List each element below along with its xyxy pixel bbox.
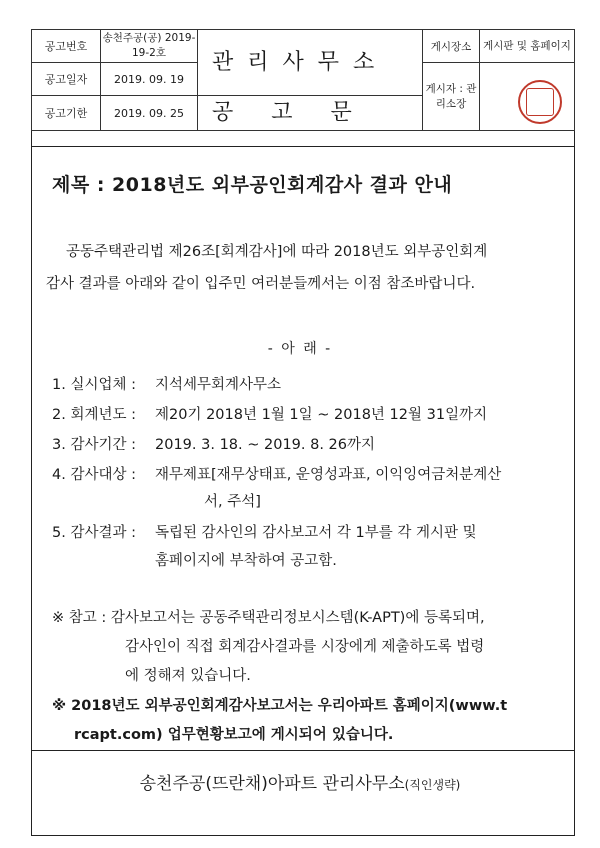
notice-date-label: 공고일자 [32,63,101,96]
footer [0,769,600,794]
item-text: 지석세무회계사무소 [155,377,282,393]
header-table [31,29,575,131]
official-seal-icon [518,80,562,124]
item-text: 제20기 2018년 1월 1일 ~ 2018년 12월 31일까지 [155,407,488,423]
list-item [52,400,488,430]
post-place-label: 게시장소 [423,30,480,63]
intro-line1: 공동주택관리법 제26조[회계감사]에 따라 2018년도 외부공인회계 [66,244,488,260]
item-label: 3. 감사기간 : [52,437,136,453]
item-text: 2019. 3. 18. ~ 2019. 8. 26까지 [155,437,376,453]
notice-end-value: 2019. 09. 25 [101,96,198,131]
poster-label: 게시자 : 관리소장 [423,63,480,131]
post-place-value: 게시판 및 홈페이지 [480,30,575,63]
intro-paragraph [46,236,556,300]
item-label: 4. 감사대상 : [52,467,136,483]
notice-end-label: 공고기한 [32,96,101,131]
bold-note-line2: rcapt.com) 업무현황보고에 게시되어 있습니다. [74,727,394,743]
item-text-continued: 홈페이지에 부착하여 공고함. [155,553,337,569]
item-text: 재무제표[재무상태표, 운영성과표, 이익잉여금처분계산 [155,467,502,483]
title-line1: 관리사무소 [198,30,423,96]
note-line1: ※ 참고 : 감사보고서는 공동주택관리정보시스템(K-APT)에 등록되며, [52,610,485,626]
intro-line2: 감사 결과를 아래와 같이 입주민 여러분들께서는 이점 참조바랍니다. [46,276,476,292]
list-item [52,460,502,490]
item-text: 독립된 감사인의 감사보고서 각 1부를 각 게시판 및 [155,525,477,541]
list-item [52,370,282,400]
note-line3: 에 정해져 있습니다. [125,668,251,684]
footer-divider [31,750,575,751]
item-text-continued: 서, 주석] [204,494,261,510]
item-label: 5. 감사결과 : [52,525,136,541]
footer-name: 송천주공(뜨란채)아파트 관리사무소 [139,774,405,794]
notice-number-value: 송천주공(공) 2019-19-2호 [101,30,198,63]
divider [31,146,575,147]
note-line2: 감사인이 직접 회계감사결과를 시장에게 제출하도록 법령 [125,639,485,655]
bold-note-line1: ※ 2018년도 외부공인회계감사보고서는 우리아파트 홈페이지(www.t [52,698,508,714]
notice-date-value: 2019. 09. 19 [101,63,198,96]
subject-title: 제목 : 2018년도 외부공인회계감사 결과 안내 [52,174,453,196]
item-label: 1. 실시업체 : [52,377,136,393]
list-item [52,518,477,548]
list-item [52,430,376,460]
ah-heading: - 아 래 - [267,341,333,357]
item-label: 2. 회계년도 : [52,407,136,423]
notice-number-label: 공고번호 [32,30,101,63]
seal-omitted-note: (직인생략) [404,778,461,792]
title-line2: 공고문 [198,96,423,131]
